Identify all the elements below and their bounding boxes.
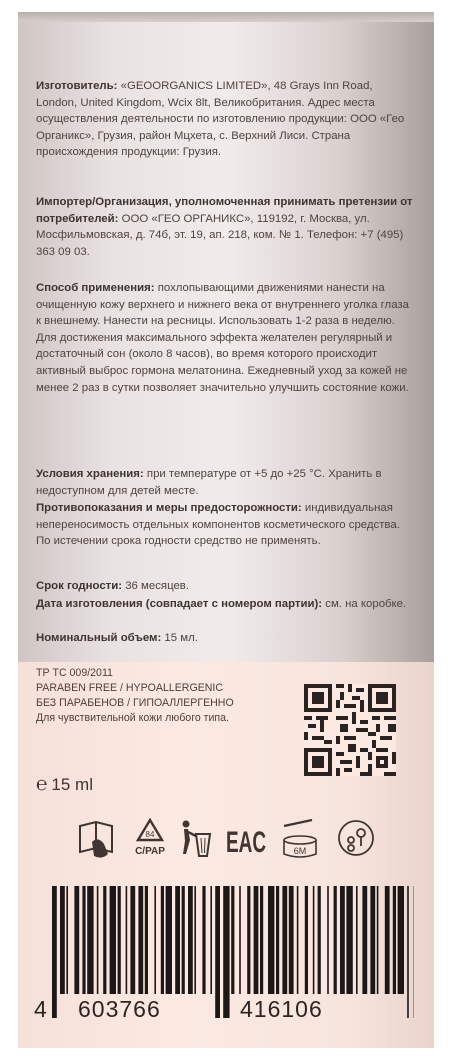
pao-text: 6M	[293, 846, 307, 856]
barcode-bar	[254, 886, 259, 994]
barcode-bar	[97, 886, 99, 994]
barcode-bar	[223, 886, 229, 1018]
contraindications-paragraph	[36, 500, 416, 550]
volume-value: 15 ml	[51, 775, 93, 794]
usage-text: похлопывающими движениями нанести на очищенную кожу верхнего и нижнего века от внутреннего уголка глаза к внешнему. Нанести на ресницы. Использовать 1-2 раза в неделю. Для достижения максимального эффекта желателен регулярный и достаточный сон (около 8 часов), во время которого происходит активный выброс гормона мелатонина. Ежедневный уход за кожей не менее 2 раз в сутки позволяет значительно улучшить состояние кожи.	[36, 282, 409, 394]
barcode-bar	[66, 886, 68, 994]
read-instructions-icon	[80, 822, 112, 858]
recycle-text: C/PAP	[135, 846, 165, 857]
manufacturer-label: Изготовитель:	[36, 80, 118, 92]
barcode-bar	[370, 886, 375, 994]
recycle-code: 84	[145, 830, 155, 839]
keep-from-children-icon	[339, 821, 373, 855]
barcode-bar	[318, 886, 321, 994]
nominal-volume-label: Номинальный объем:	[36, 632, 162, 644]
volume-mark	[36, 774, 93, 796]
cert-line-1: ТР ТС 009/2011	[36, 667, 113, 679]
barcode-bar	[393, 886, 396, 994]
barcode-bar	[182, 886, 185, 994]
barcode-bar	[210, 886, 212, 994]
usage-paragraph	[36, 280, 416, 396]
barcode-bar	[87, 886, 93, 994]
barcode-bar	[268, 886, 274, 994]
barcode-bar	[103, 886, 106, 994]
barcode-bar	[161, 886, 164, 994]
importer-paragraph	[36, 194, 416, 260]
barcode-bar	[194, 886, 196, 994]
pao-jar-icon	[284, 820, 316, 857]
barcode-bar	[166, 886, 172, 994]
package-panel	[18, 12, 434, 1048]
barcode-bar	[327, 886, 329, 994]
barcode-bar	[118, 886, 121, 994]
barcode-bar	[175, 886, 180, 994]
cert-line-2: PARABEN FREE / HYPOALLERGENIC	[36, 682, 224, 694]
recycle-icon	[135, 820, 165, 857]
barcode-bar	[305, 886, 308, 994]
barcode-bar	[289, 886, 294, 994]
storage-paragraph	[36, 466, 416, 499]
barcode-bar	[130, 886, 135, 994]
symbols-row	[78, 818, 378, 882]
eac-mark-icon	[226, 826, 266, 859]
barcode-bar	[297, 886, 299, 994]
barcode-bar	[398, 886, 404, 994]
contraindications-label: Противопоказания и меры предосторожности:	[36, 502, 302, 514]
barcode-bar	[407, 886, 409, 1018]
manufacture-date-paragraph	[36, 596, 416, 613]
qr-code	[304, 684, 396, 776]
barcode-bar	[74, 886, 79, 994]
shelf-life-paragraph	[36, 578, 416, 595]
barcode-bar	[239, 886, 241, 994]
barcode-bar	[231, 886, 234, 994]
importer-label: Импортер/Организация, уполномоченная принимать претензии от потребителей:	[36, 196, 413, 225]
barcode-bar	[215, 886, 220, 1018]
barcode-bar	[138, 886, 143, 994]
importer-text: ООО «ГЕО ОРГАНИКС», 119192, г. Москва, ул. Мосфильмовская, д. 74б, эт. 19, ап. 218, ком. № 1. Телефон: +7 (495) 363 09 03.	[36, 212, 404, 258]
barcode-bar	[282, 886, 287, 994]
barcode-bar	[334, 886, 337, 994]
panel-top-edge	[18, 12, 434, 22]
storage-text: при температуре от +5 до +25 °C. Хранить в недоступном для детей месте.	[36, 468, 382, 497]
barcode-bar	[340, 886, 345, 994]
storage-label: Условия хранения:	[36, 468, 144, 480]
cert-line-3: БЕЗ ПАРАБЕНОВ / ГИПОАЛЛЕРГЕННО	[36, 697, 234, 709]
tidyman-icon	[183, 821, 211, 857]
barcode-bar	[126, 886, 128, 994]
manufacture-date-label: Дата изготовления (совпадает с номером партии):	[36, 598, 323, 610]
barcode-first-digit: 4	[34, 996, 48, 1022]
manufacturer-paragraph	[36, 78, 416, 161]
nominal-volume-paragraph	[36, 630, 416, 647]
barcode-bar	[188, 886, 193, 994]
barcode-bar	[60, 886, 65, 994]
barcode-bar	[247, 886, 250, 994]
barcode-bar	[145, 886, 148, 994]
barcode-left-group: 603766	[78, 996, 161, 1022]
shelf-life-text: 36 месяцев.	[122, 580, 190, 592]
manufacture-date-text: см. на коробке.	[322, 598, 407, 610]
barcode-bar	[154, 886, 156, 994]
estimated-sign-icon: ℮	[36, 774, 48, 795]
barcode-bar	[52, 886, 57, 1018]
usage-label: Способ применения:	[36, 282, 155, 294]
barcode-bar	[346, 886, 352, 994]
barcode-bar	[110, 886, 116, 994]
barcode-bar	[202, 886, 205, 994]
cert-line-4: Для чувствительной кожи любого типа.	[36, 712, 229, 724]
barcode-bar	[260, 886, 263, 994]
barcode-bar	[276, 886, 279, 994]
barcode-bar	[82, 886, 85, 994]
barcode-bar	[313, 886, 315, 994]
barcode-bar	[362, 886, 367, 994]
eac-text: EAC	[226, 826, 266, 859]
nominal-volume-text: 15 мл.	[161, 632, 198, 644]
contraindications-text: индивидуальная непереносимость отдельных компонентов косметического средства. По истечении срока годности средство не применять.	[36, 502, 400, 548]
manufacturer-text: «GEOORGANICS LIMITED», 48 Grays Inn Road, London, United Kingdom, Wcix 8lt, Великобритания. Адрес места осуществления деятельности по изготовлению продукции: ООО «Гео Органикс», Грузия, район Мцхета, с. Верхний Лиси. Страна происхождения продукции: Грузия.	[36, 80, 405, 159]
barcode-bar	[385, 886, 390, 994]
barcode-right-group: 416106	[240, 996, 323, 1022]
barcode-bar	[377, 886, 379, 994]
shelf-life-label: Срок годности:	[36, 580, 123, 592]
barcode-bar	[356, 886, 358, 994]
